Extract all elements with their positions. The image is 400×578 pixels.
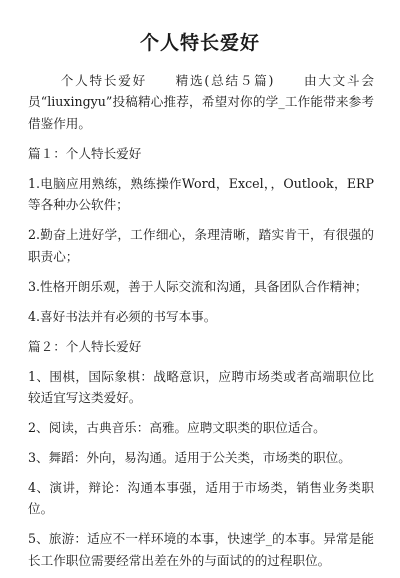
list-item: 4、演讲，辩论：沟通本事强，适用于市场类，销售业务类职位。 (28, 480, 374, 517)
list-item: 2、阅读，古典音乐：高雅。应聘文职类的职位适合。 (28, 420, 326, 436)
list-item: 4.喜好书法并有必须的书写本事。 (28, 308, 217, 324)
document-body (28, 70, 374, 578)
page-title: 个人特长爱好 (139, 32, 260, 54)
list-item: 5、旅游：适应不一样环境的本事，快速学_的本事。异常是能长工作职位需要经常出差在外的与面试的的过程职位。 (28, 531, 374, 568)
list-item: 2.勤奋上进好学，工作细心，条理清晰，踏实肯干，有很强的职责心； (28, 227, 374, 264)
list-item: 1、围棋，国际象棋：战略意识，应聘市场类或者高端职位比较适宜写这类爱好。 (28, 368, 374, 406)
list-item: 3.性格开朗乐观，善于人际交流和沟通，具备团队合作精神； (28, 278, 368, 294)
section-heading-1: 篇１：个人特长爱好 (28, 145, 142, 161)
intro-paragraph: 个人特长爱好 精选(总结５篇) 由大文斗会员“liuxingyu”投稿精心推荐，希望对你的学_工作能带来参考借鉴作用。 (28, 73, 374, 131)
section-heading-2: 篇２：个人特长爱好 (28, 338, 142, 354)
list-item: 1.电脑应用熟练，熟练操作Word，Excel，，Outlook，ERP等各种办公软件； (28, 175, 374, 213)
list-item: 3、舞蹈：外向，易沟通。适用于公关类，市场类的职位。 (28, 450, 351, 466)
